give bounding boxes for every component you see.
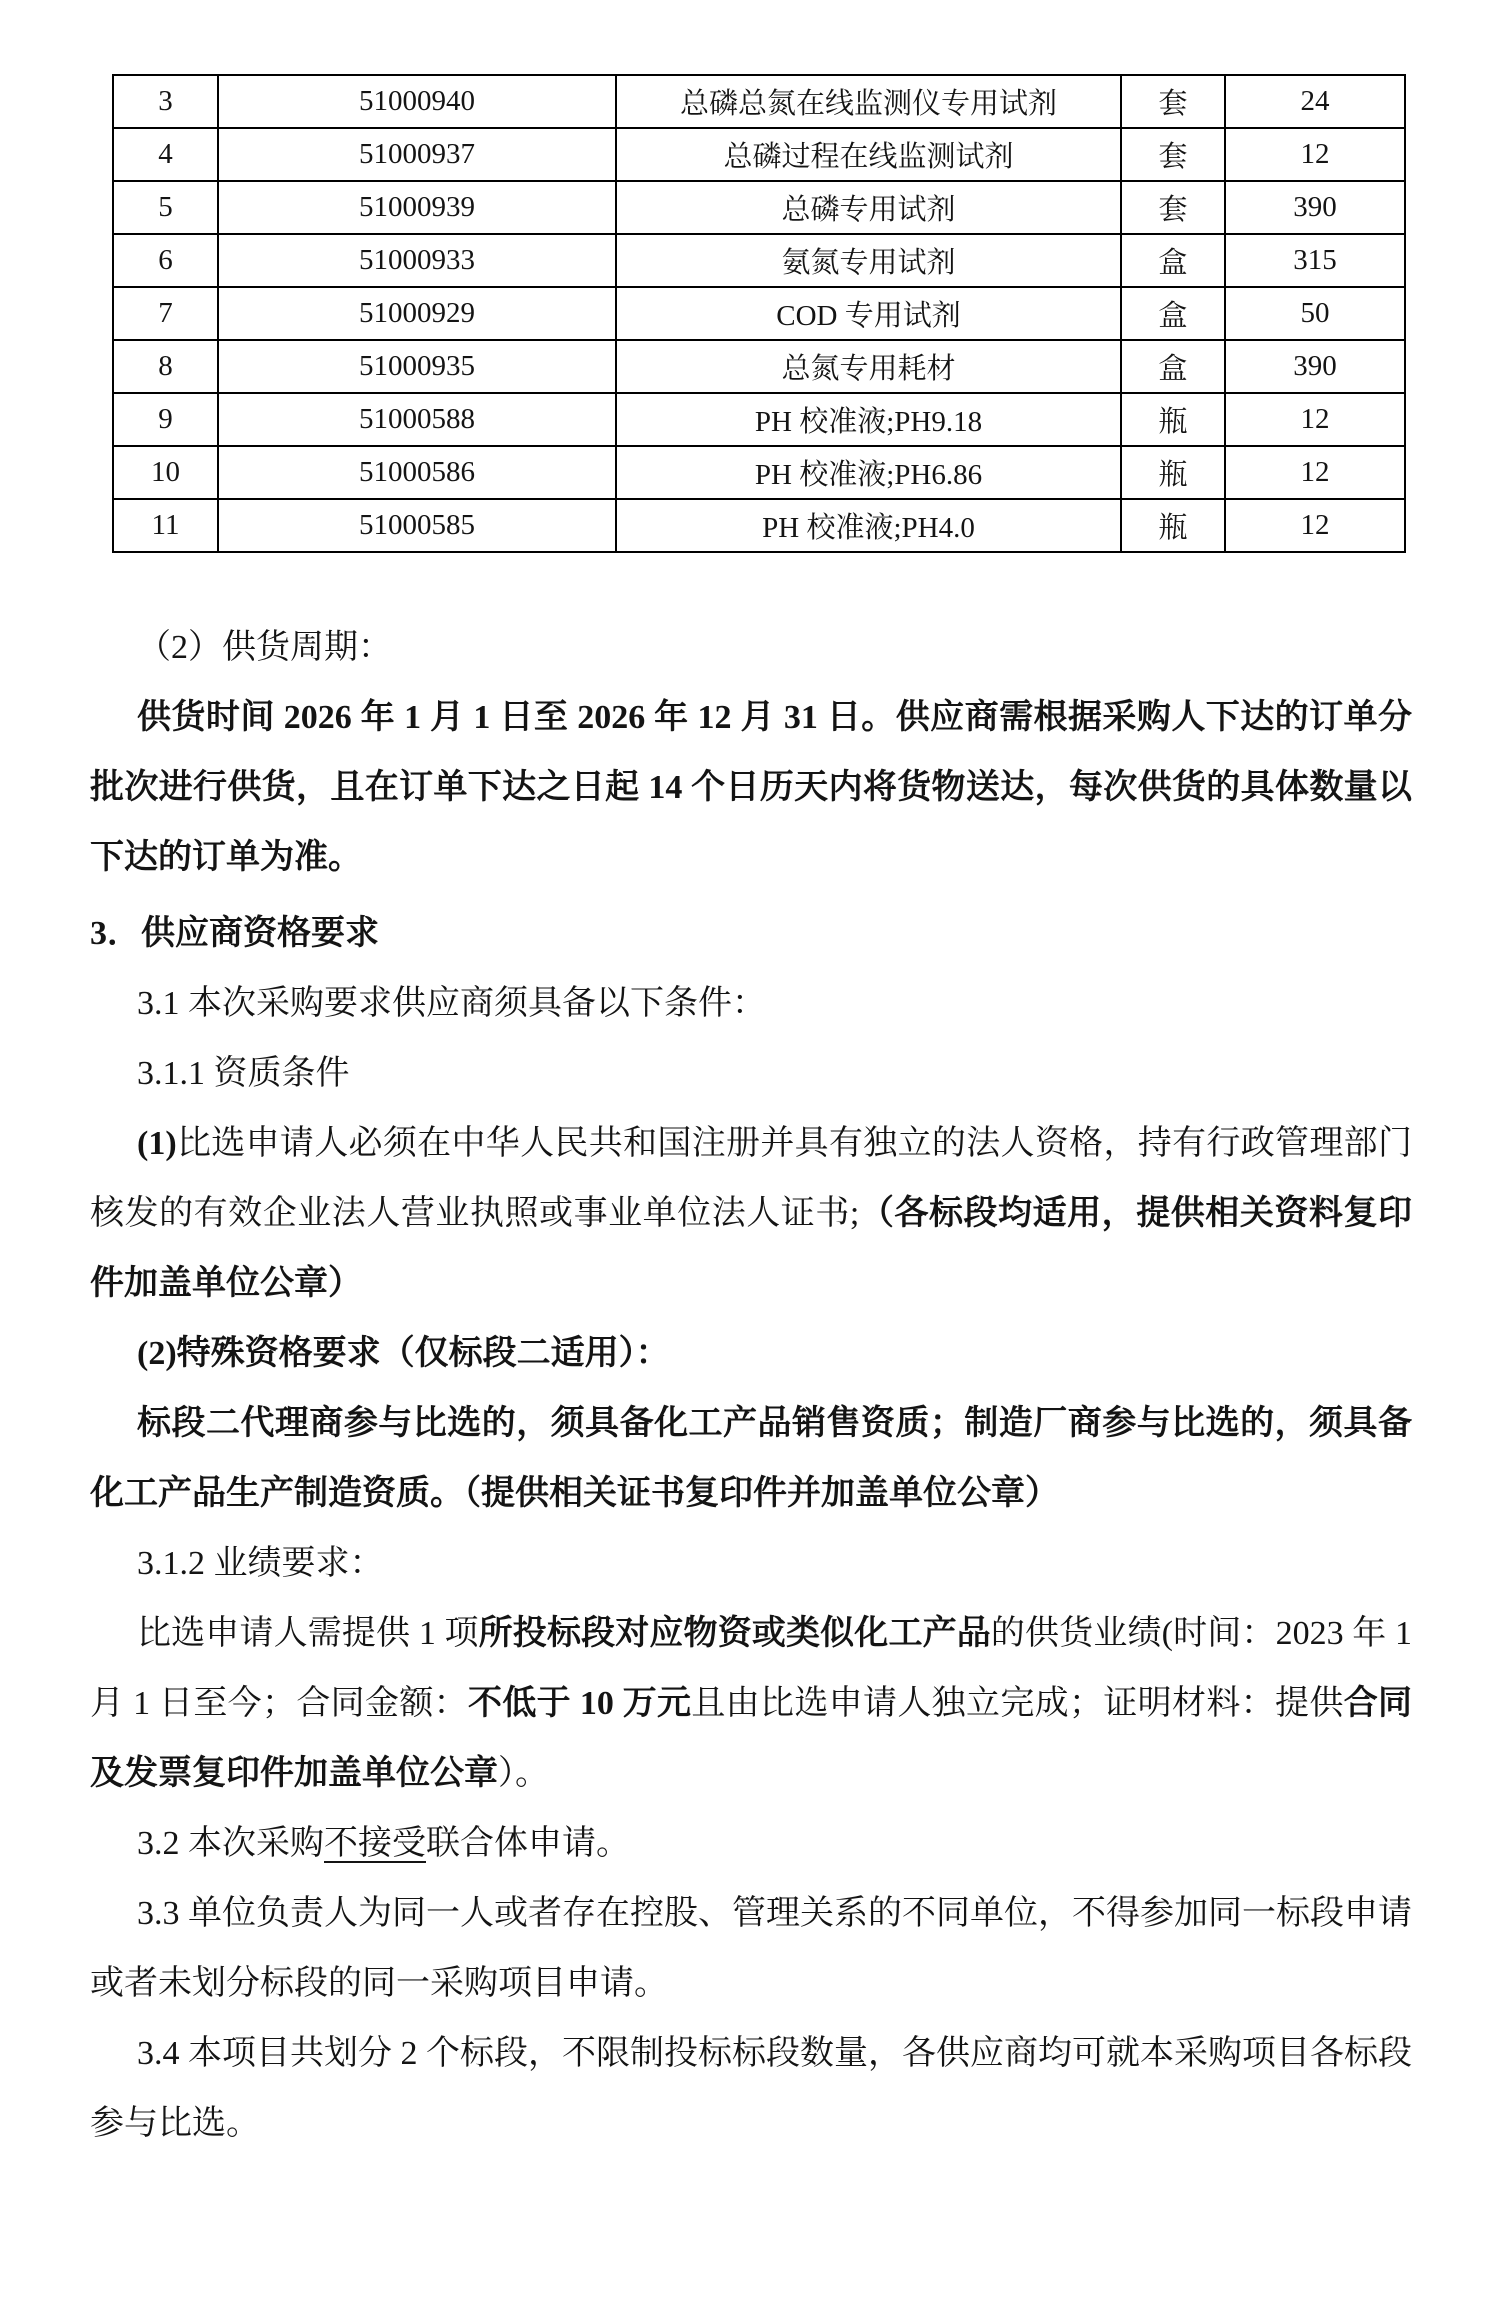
table-cell-index: 8 <box>113 340 218 393</box>
para-3-1-1 <box>90 1039 1412 1109</box>
text-run: 3．供应商资格要求 <box>90 915 379 952</box>
table-cell-name: 总氮专用耗材 <box>616 340 1121 393</box>
table-cell-name: 总磷专用试剂 <box>616 181 1121 234</box>
text-run: 3.4 本项目共划分 2 个标段，不限制投标标段数量，各供应商均可就本采购项目各标段参与比选。 <box>90 2035 1412 2142</box>
text-run: 3.1.2 业绩要求： <box>137 1545 384 1582</box>
text-run: 不低于 10 万元 <box>468 1685 692 1722</box>
table-cell-name: 总磷总氮在线监测仪专用试剂 <box>616 75 1121 128</box>
text-run: （各标段均适用，提供相关资料复印件加盖单位公章） <box>90 1195 1412 1302</box>
text-run: 供货时间 2026 年 1 月 1 日至 2026 年 12 月 31 日。供应商需根据采购人下达的订单分批次进行供货，且在订单下达之日起 14 个日历天内将货物送达，每次供货的具体数量以下达的订单为准。 <box>90 699 1412 876</box>
text-run: (1) <box>137 1125 177 1162</box>
table-cell-index: 5 <box>113 181 218 234</box>
table-cell-code: 51000937 <box>218 128 616 181</box>
text-run: 3.1.1 资质条件 <box>137 1055 350 1092</box>
table-cell-index: 9 <box>113 393 218 446</box>
table-cell-code: 51000585 <box>218 499 616 552</box>
table-cell-quantity: 12 <box>1225 128 1405 181</box>
table-cell-index: 7 <box>113 287 218 340</box>
table-cell-unit: 瓶 <box>1121 499 1225 552</box>
table-row <box>113 287 1405 340</box>
table-cell-code: 51000939 <box>218 181 616 234</box>
text-run: 的供货业绩(时间：2023 年 1 月 1 日至今；合同金额： <box>90 1615 1413 1722</box>
text-run: 标段二代理商参与比选的，须具备化工产品销售资质；制造厂商参与比选的，须具备化工产品生产制造资质。（提供相关证书复印件并加盖单位公章） <box>90 1405 1412 1512</box>
table-row <box>113 340 1405 393</box>
text-run: 3.3 单位负责人为同一人或者存在控股、管理关系的不同单位，不得参加同一标段申请或者未划分标段的同一采购项目申请。 <box>90 1895 1412 2002</box>
text-run: 比选申请人需提供 1 项 <box>137 1615 479 1652</box>
table-row <box>113 75 1405 128</box>
table-cell-unit: 盒 <box>1121 340 1225 393</box>
table-row <box>113 446 1405 499</box>
items-table-body <box>113 75 1405 552</box>
table-cell-index: 10 <box>113 446 218 499</box>
para-3-1-2 <box>90 1529 1412 1599</box>
para-3-3 <box>90 1879 1412 2019</box>
table-row <box>113 393 1405 446</box>
text-run: 所投标段对应物资或类似化工产品 <box>478 1615 991 1652</box>
table-row <box>113 499 1405 552</box>
table-row <box>113 181 1405 234</box>
table-cell-unit: 瓶 <box>1121 446 1225 499</box>
table-cell-unit: 瓶 <box>1121 393 1225 446</box>
items-table <box>112 74 1406 553</box>
table-cell-code: 51000586 <box>218 446 616 499</box>
text-run: 联合体申请。 <box>426 1825 630 1862</box>
text-run: 3.2 本次采购 <box>137 1825 324 1862</box>
table-cell-unit: 套 <box>1121 75 1225 128</box>
table-cell-name: PH 校准液;PH6.86 <box>616 446 1121 499</box>
table-cell-index: 3 <box>113 75 218 128</box>
table-cell-name: 氨氮专用试剂 <box>616 234 1121 287</box>
table-cell-quantity: 315 <box>1225 234 1405 287</box>
para-qualification-2 <box>90 1319 1412 1389</box>
text-run: 且由比选申请人独立完成；证明材料：提供 <box>691 1685 1344 1722</box>
table-cell-name: PH 校准液;PH9.18 <box>616 393 1121 446</box>
table-cell-code: 51000929 <box>218 287 616 340</box>
table-cell-quantity: 390 <box>1225 340 1405 393</box>
text-run: 合同及发票复印件加盖单位公章 <box>90 1685 1413 1792</box>
text-run: 3.1 本次采购要求供应商须具备以下条件： <box>137 985 766 1022</box>
table-cell-code: 51000935 <box>218 340 616 393</box>
table-row <box>113 234 1405 287</box>
table-cell-quantity: 50 <box>1225 287 1405 340</box>
table-cell-name: PH 校准液;PH4.0 <box>616 499 1121 552</box>
table-cell-quantity: 12 <box>1225 393 1405 446</box>
table-cell-unit: 套 <box>1121 128 1225 181</box>
para-3-1 <box>90 969 1412 1039</box>
document-content <box>90 58 1412 2159</box>
para-supply-period-body <box>90 683 1412 893</box>
heading-supplier-qualification <box>90 899 1412 969</box>
para-3-2 <box>90 1809 1412 1879</box>
table-cell-code: 51000940 <box>218 75 616 128</box>
table-cell-index: 6 <box>113 234 218 287</box>
text-run: 比选申请人必须在中华人民共和国注册并具有独立的法人资格，持有行政管理部门核发的有效企业法人营业执照或事业单位法人证书; <box>90 1125 1412 1232</box>
table-cell-index: 11 <box>113 499 218 552</box>
para-supply-period-label <box>90 613 1412 683</box>
table-row <box>113 128 1405 181</box>
para-performance-requirement <box>90 1599 1412 1809</box>
table-cell-name: 总磷过程在线监测试剂 <box>616 128 1121 181</box>
table-cell-quantity: 12 <box>1225 499 1405 552</box>
table-cell-quantity: 390 <box>1225 181 1405 234</box>
document-body <box>90 613 1412 2159</box>
table-cell-unit: 盒 <box>1121 287 1225 340</box>
table-cell-quantity: 12 <box>1225 446 1405 499</box>
table-cell-unit: 盒 <box>1121 234 1225 287</box>
table-cell-code: 51000588 <box>218 393 616 446</box>
para-qualification-1 <box>90 1109 1412 1319</box>
para-3-4 <box>90 2019 1412 2159</box>
text-run: ）。 <box>498 1755 549 1792</box>
text-run: (2)特殊资格要求（仅标段二适用）： <box>137 1335 670 1372</box>
table-cell-name: COD 专用试剂 <box>616 287 1121 340</box>
text-run: 不接受 <box>324 1825 426 1862</box>
table-cell-unit: 套 <box>1121 181 1225 234</box>
para-lot2-requirement <box>90 1389 1412 1529</box>
table-cell-index: 4 <box>113 128 218 181</box>
text-run: （2）供货周期： <box>137 629 392 666</box>
table-cell-code: 51000933 <box>218 234 616 287</box>
table-cell-quantity: 24 <box>1225 75 1405 128</box>
